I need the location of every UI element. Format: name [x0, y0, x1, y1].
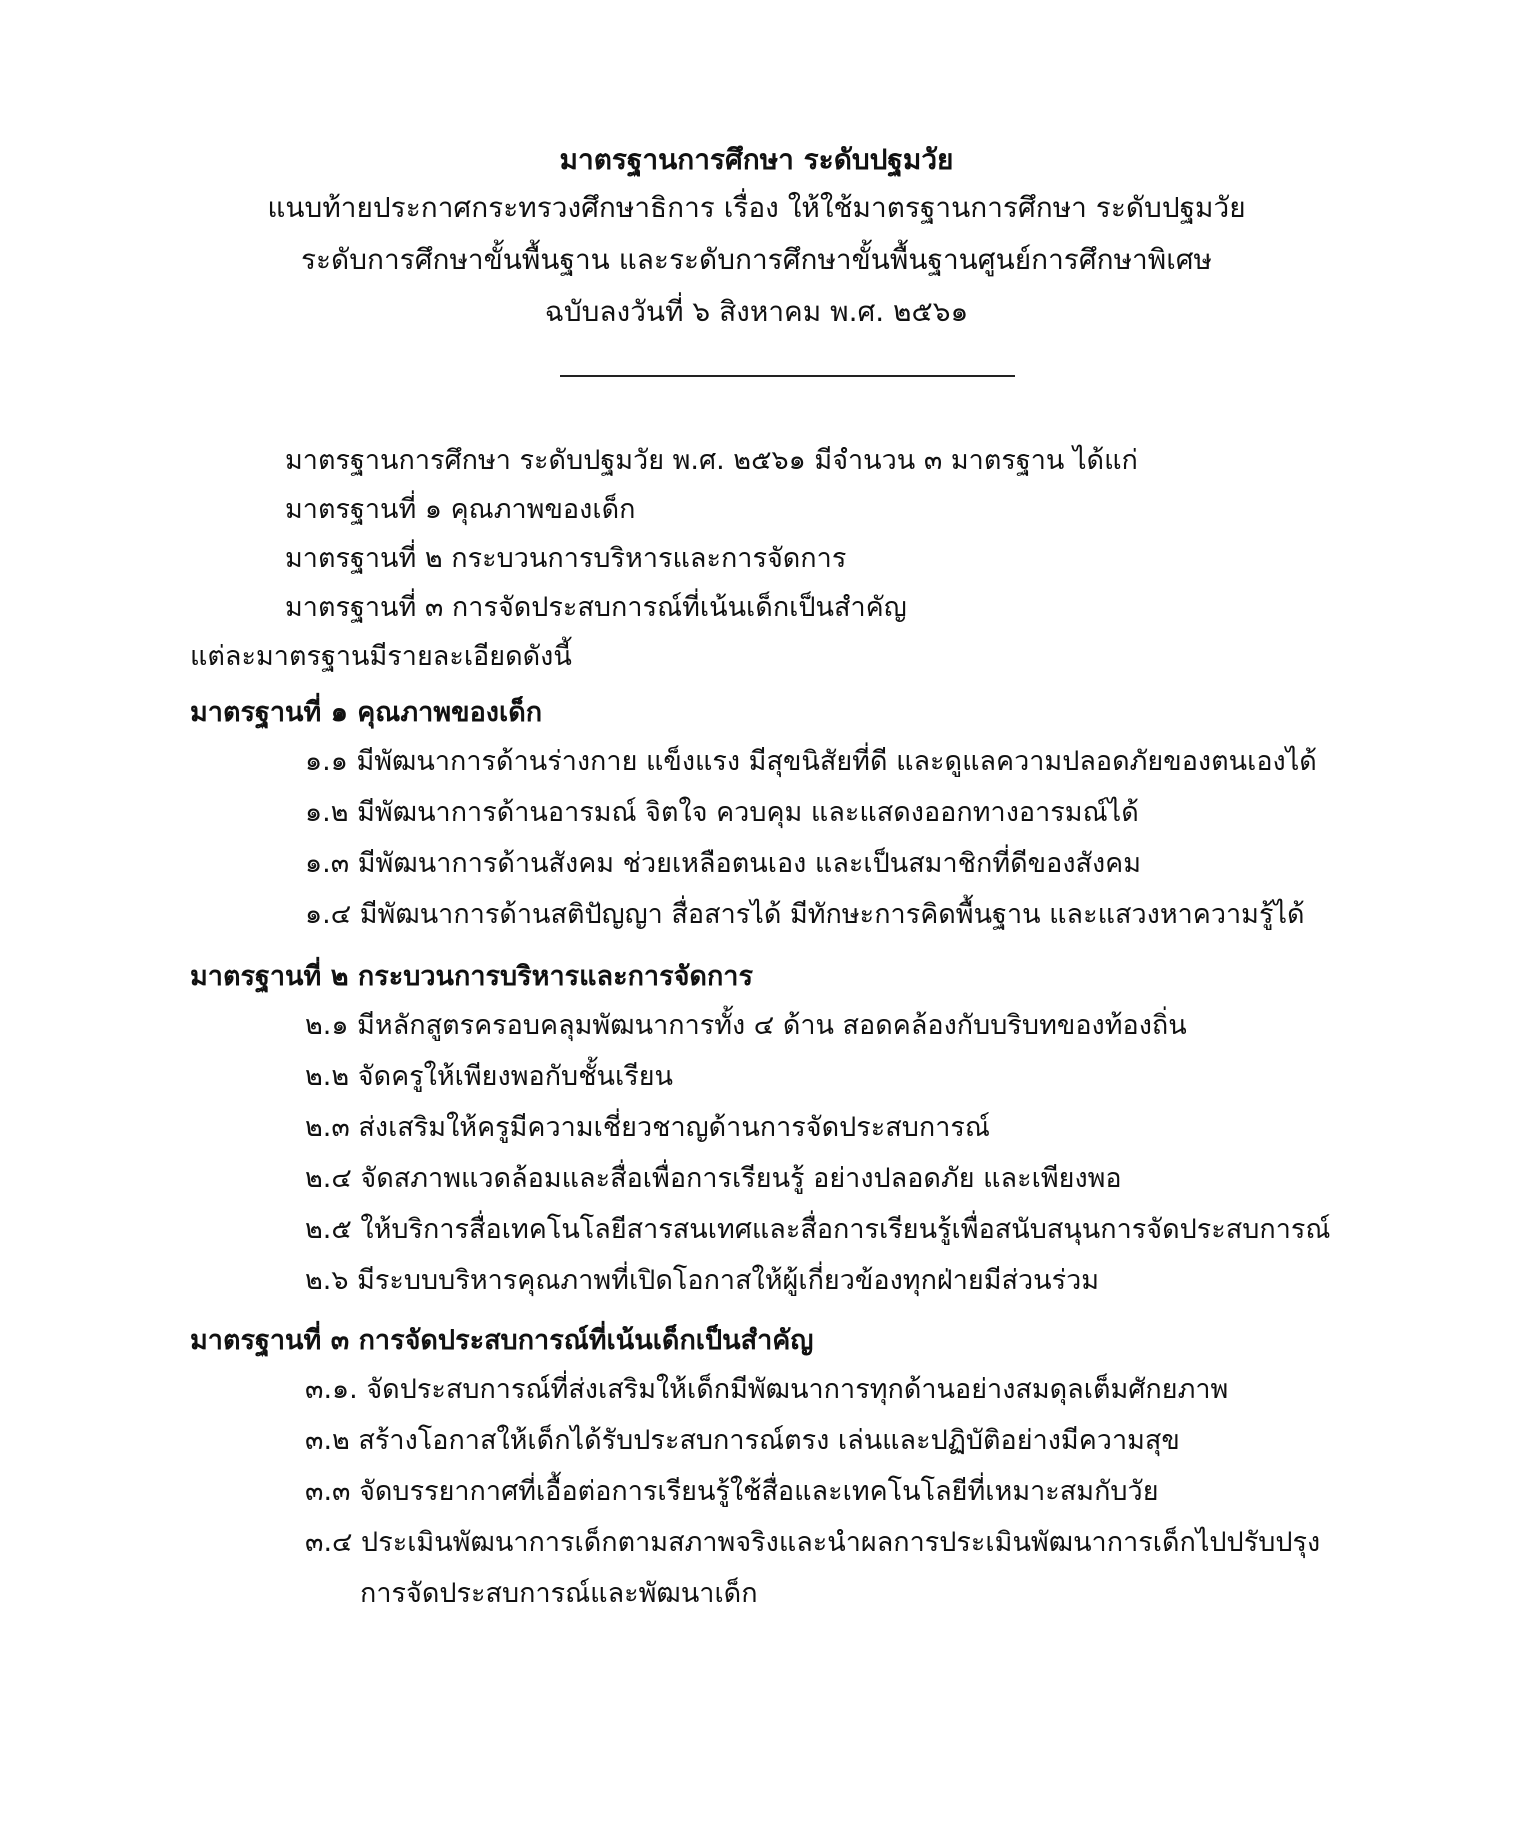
standard-item-continuation: การจัดประสบการณ์และพัฒนาเด็ก — [360, 1578, 758, 1609]
intro-list-item: มาตรฐานที่ ๓ การจัดประสบการณ์ที่เน้นเด็กเป็นสำคัญ — [285, 592, 907, 623]
header-attachment-line: แนบท้ายประกาศกระทรวงศึกษาธิการ เรื่อง ให้ใช้มาตรฐานการศึกษา ระดับปฐมวัย — [267, 191, 1246, 224]
intro-list-item: มาตรฐานที่ ๑ คุณภาพของเด็ก — [285, 494, 636, 525]
standard-item: ๒.๖ มีระบบบริหารคุณภาพที่เปิดโอกาสให้ผู้เกี่ยวข้องทุกฝ่ายมีส่วนร่วม — [305, 1265, 1100, 1296]
intro-summary: มาตรฐานการศึกษา ระดับปฐมวัย พ.ศ. ๒๕๖๑ มีจำนวน ๓ มาตรฐาน ได้แก่ — [285, 445, 1138, 476]
standard-heading: มาตรฐานที่ ๑ คุณภาพของเด็ก — [190, 697, 543, 728]
standard-1-section — [0, 690, 1513, 940]
standard-item: ๑.๓ มีพัฒนาการด้านสังคม ช่วยเหลือตนเอง และเป็นสมาชิกที่ดีของสังคม — [305, 848, 1142, 879]
standard-item: ๓.๓ จัดบรรยากาศที่เอื้อต่อการเรียนรู้ใช้สื่อและเทคโนโลยีที่เหมาะสมกับวัย — [305, 1476, 1159, 1507]
standard-item: ๑.๔ มีพัฒนาการด้านสติปัญญา สื่อสารได้ มีทักษะการคิดพื้นฐาน และแสวงหาความรู้ได้ — [305, 899, 1305, 930]
standard-heading: มาตรฐานที่ ๓ การจัดประสบการณ์ที่เน้นเด็กเป็นสำคัญ — [190, 1325, 814, 1356]
intro-block — [0, 436, 1513, 681]
document-header — [0, 138, 1513, 338]
standard-item: ๑.๒ มีพัฒนาการด้านอารมณ์ จิตใจ ควบคุม และแสดงออกทางอารมณ์ได้ — [305, 797, 1139, 828]
header-date-line: ฉบับลงวันที่ ๖ สิงหาคม พ.ศ. ๒๕๖๑ — [544, 295, 969, 328]
standard-3-section — [0, 1318, 1513, 1619]
intro-list-item: มาตรฐานที่ ๒ กระบวนการบริหารและการจัดการ — [285, 543, 847, 574]
standard-item: ๒.๒ จัดครูให้เพียงพอกับชั้นเรียน — [305, 1061, 673, 1092]
header-level-line: ระดับการศึกษาขั้นพื้นฐาน และระดับการศึกษาขั้นพื้นฐานศูนย์การศึกษาพิเศษ — [300, 243, 1213, 276]
standard-item: ๒.๓ ส่งเสริมให้ครูมีความเชี่ยวชาญด้านการจัดประสบการณ์ — [305, 1112, 990, 1143]
standard-item: ๓.๑. จัดประสบการณ์ที่ส่งเสริมให้เด็กมีพัฒนาการทุกด้านอย่างสมดุลเต็มศักยภาพ — [305, 1374, 1229, 1405]
document-title: มาตรฐานการศึกษา ระดับปฐมวัย — [559, 143, 954, 176]
standard-item: ๓.๔ ประเมินพัฒนาการเด็กตามสภาพจริงและนำผลการประเมินพัฒนาการเด็กไปปรับปรุง — [305, 1527, 1321, 1558]
standard-item: ๒.๕ ให้บริการสื่อเทคโนโลยีสารสนเทศและสื่อการเรียนรู้เพื่อสนับสนุนการจัดประสบการณ์ — [305, 1214, 1331, 1245]
standard-2-section — [0, 954, 1513, 1306]
intro-details-note: แต่ละมาตรฐานมีรายละเอียดดังนี้ — [190, 641, 572, 672]
header-divider — [560, 375, 1015, 377]
standard-item: ๑.๑ มีพัฒนาการด้านร่างกาย แข็งแรง มีสุขนิสัยที่ดี และดูแลความปลอดภัยของตนเองได้ — [305, 746, 1317, 777]
standard-item: ๒.๔ จัดสภาพแวดล้อมและสื่อเพื่อการเรียนรู้ อย่างปลอดภัย และเพียงพอ — [305, 1163, 1122, 1194]
standard-item: ๒.๑ มีหลักสูตรครอบคลุมพัฒนาการทั้ง ๔ ด้าน สอดคล้องกับบริบทของท้องถิ่น — [305, 1010, 1187, 1041]
standard-item: ๓.๒ สร้างโอกาสให้เด็กได้รับประสบการณ์ตรง เล่นและปฏิบัติอย่างมีความสุข — [305, 1425, 1180, 1456]
standard-heading: มาตรฐานที่ ๒ กระบวนการบริหารและการจัดการ — [190, 961, 753, 992]
